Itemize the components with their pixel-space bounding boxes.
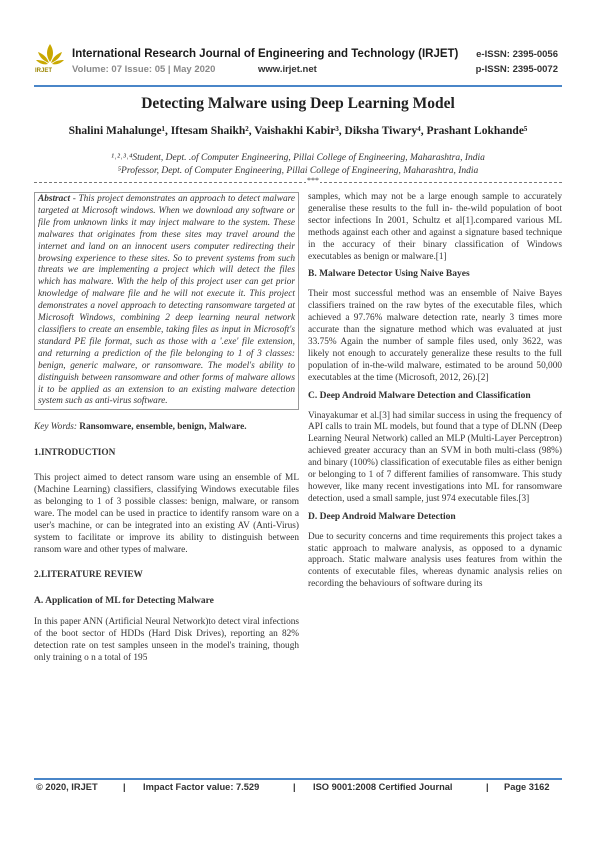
introduction-text: This project aimed to detect ransom ware using an ensemble of ML (Machine Learning) classifiers, classifying Windows executable files as belonging to 1 of 3 possible classes: benign, malware, or ransom ware. The model can be used in practice to identify ransom ware on a user's machine, or can be integrated into an existing AV (Anti-Virus) system to facilitate or improve its ability to distinguish between ransom ware and other types of malware. (34, 473, 299, 555)
e-issn: e-ISSN: 2395-0056 (476, 49, 558, 60)
subsection-c-text: Vinayakumar et al.[3] had similar success in using the frequency of API calls to train ML models, but found that a type of DLNN (Deep Learning Neural Network) called an MLP (Multi-Layer Perceptron) achieved greater accuracy than an SVM in both multi-class (98%) and binary (100%) classification of executable files as either benign or belonging to 1 of 7 different families of ransomware. This study however, like many recent investigations into ML for ransomware detection, used a small sample, just 974 executable files.[3] (308, 410, 562, 504)
journal-header (34, 42, 562, 82)
volume-issue: Volume: 07 Issue: 05 | May 2020 (72, 64, 216, 75)
footer-separator: | (486, 782, 489, 792)
affiliation-students: ¹˒²˒³˒⁴Student, Dept. .of Computer Engineering, Pillai College of Engineering, Maharashtra, India (111, 153, 485, 163)
subsection-a-continued: samples, which may not be a large enough sample to accurately generalise these results to the full in- the-wild population of boot sector infections In 2001, Schultz et al[1].compared various ML methods against each other and against a signature based technique in the accuracy of their binary classification of Windows executables as benign or malware.[1] (308, 192, 562, 262)
heading-subsection-a: A. Application of ML for Detecting Malware (34, 596, 214, 607)
abstract-label: Abstract (38, 194, 71, 204)
footer-copyright: © 2020, IRJET (36, 782, 98, 792)
abstract-box (34, 192, 299, 410)
heading-literature-review: 2.LITERATURE REVIEW (34, 570, 143, 581)
footer-impact-factor: Impact Factor value: 7.529 (143, 782, 260, 792)
footer-separator: | (123, 782, 126, 792)
keywords (34, 422, 299, 434)
footer-separator: | (293, 782, 296, 792)
subsection-d-text: Due to security concerns and time requirements this project takes a static approach to malware analysis, as opposed to a dynamic approach. Static malware analysis uses features from within the contents of executable files, whereas dynamic analysis relies on recording the behaviours of software during its (308, 531, 562, 590)
keywords-label: Key Words: (34, 422, 77, 433)
page-footer (34, 782, 562, 796)
heading-subsection-c: C. Deep Android Malware Detection and Classification (308, 390, 531, 401)
left-column (34, 192, 299, 665)
affiliation-professor: ⁵Professor, Dept. of Computer Engineering, Pillai College of Engineering, Maharashtra, India (117, 166, 479, 176)
subsection-a-text: In this paper ANN (Artificial Neural Network)to detect viral infections of the boot sector of HDDs (Hard Disk Drives), reporting an 82% detection rate on test samples unseen in the model's training, though only training o n a total of 195 (34, 617, 299, 663)
p-issn: p-ISSN: 2395-0072 (475, 64, 558, 75)
heading-introduction: 1.INTRODUCTION (34, 448, 116, 459)
journal-title: International Research Journal of Engineering and Technology (IRJET) (72, 48, 459, 60)
footer-rule (34, 778, 562, 780)
footer-page-number: Page 3162 (504, 782, 550, 792)
logo-text: IRJET (35, 68, 53, 74)
abstract-text: - This project demonstrates an approach to detect malware targeted at Microsoft windows. When we download any software or file from unknown links it may inject malware to the system. These malwares that originates from these sites may travel around the internet and land on an innocent users computer redirecting their browsing experience to these sites. So to prevent systems from such threats we are implementing a project which will detect the files which has malware. With the help of this project user can get prior knowledge of malware file and he will not execute it. This project demonstrates a novel approach to detecting ransomware targeted at Microsoft Windows, combining 2 deep learning neural network classifiers to create an ensemble, taking files as input in Microsoft's standard PE file format, such as those with a '.exe' file extension, and returning a prediction of the file belonging to 1 of 3 classes: benign, generic malware, or ransomware. The model's ability to distinguish between ransomware and other forms of malware allows it to be applied as an extension to an existing malware detection system such as anti-virus software. (38, 194, 295, 407)
heading-subsection-b: B. Malware Detector Using Naive Bayes (308, 269, 470, 280)
header-rule (34, 85, 562, 87)
journal-website[interactable]: www.irjet.net (258, 64, 317, 75)
section-divider (34, 176, 562, 188)
right-column (308, 192, 562, 591)
divider-mark: *** (307, 176, 319, 185)
footer-iso: ISO 9001:2008 Certified Journal (313, 782, 453, 792)
keywords-text: Ransomware, ensemble, benign, Malware. (76, 422, 247, 433)
heading-subsection-d: D. Deep Android Malware Detection (308, 511, 456, 522)
paper-title: Detecting Malware using Deep Learning Model (141, 95, 455, 112)
authors: Shalini Mahalunge¹, Iftesam Shaikh², Vaishakhi Kabir³, Diksha Tiwary⁴, Prashant Lokhande⁵ (68, 125, 528, 137)
divider-line (34, 182, 562, 183)
subsection-b-text: Their most successful method was an ensemble of Naive Bayes classifiers trained on the raw bytes of the executable files, which achieved a 97.76% malware detection rate, nearly 3 times more accurate than the signature method which was evaluated at just 33.75% Again the number of sample files used, only 3622, was likely not enough to accurately generalize these results to the full population of in-the-wild malware, estimated to be around 50,000 executables at the time (Microsoft, 2012, 26).[2] (308, 289, 562, 383)
